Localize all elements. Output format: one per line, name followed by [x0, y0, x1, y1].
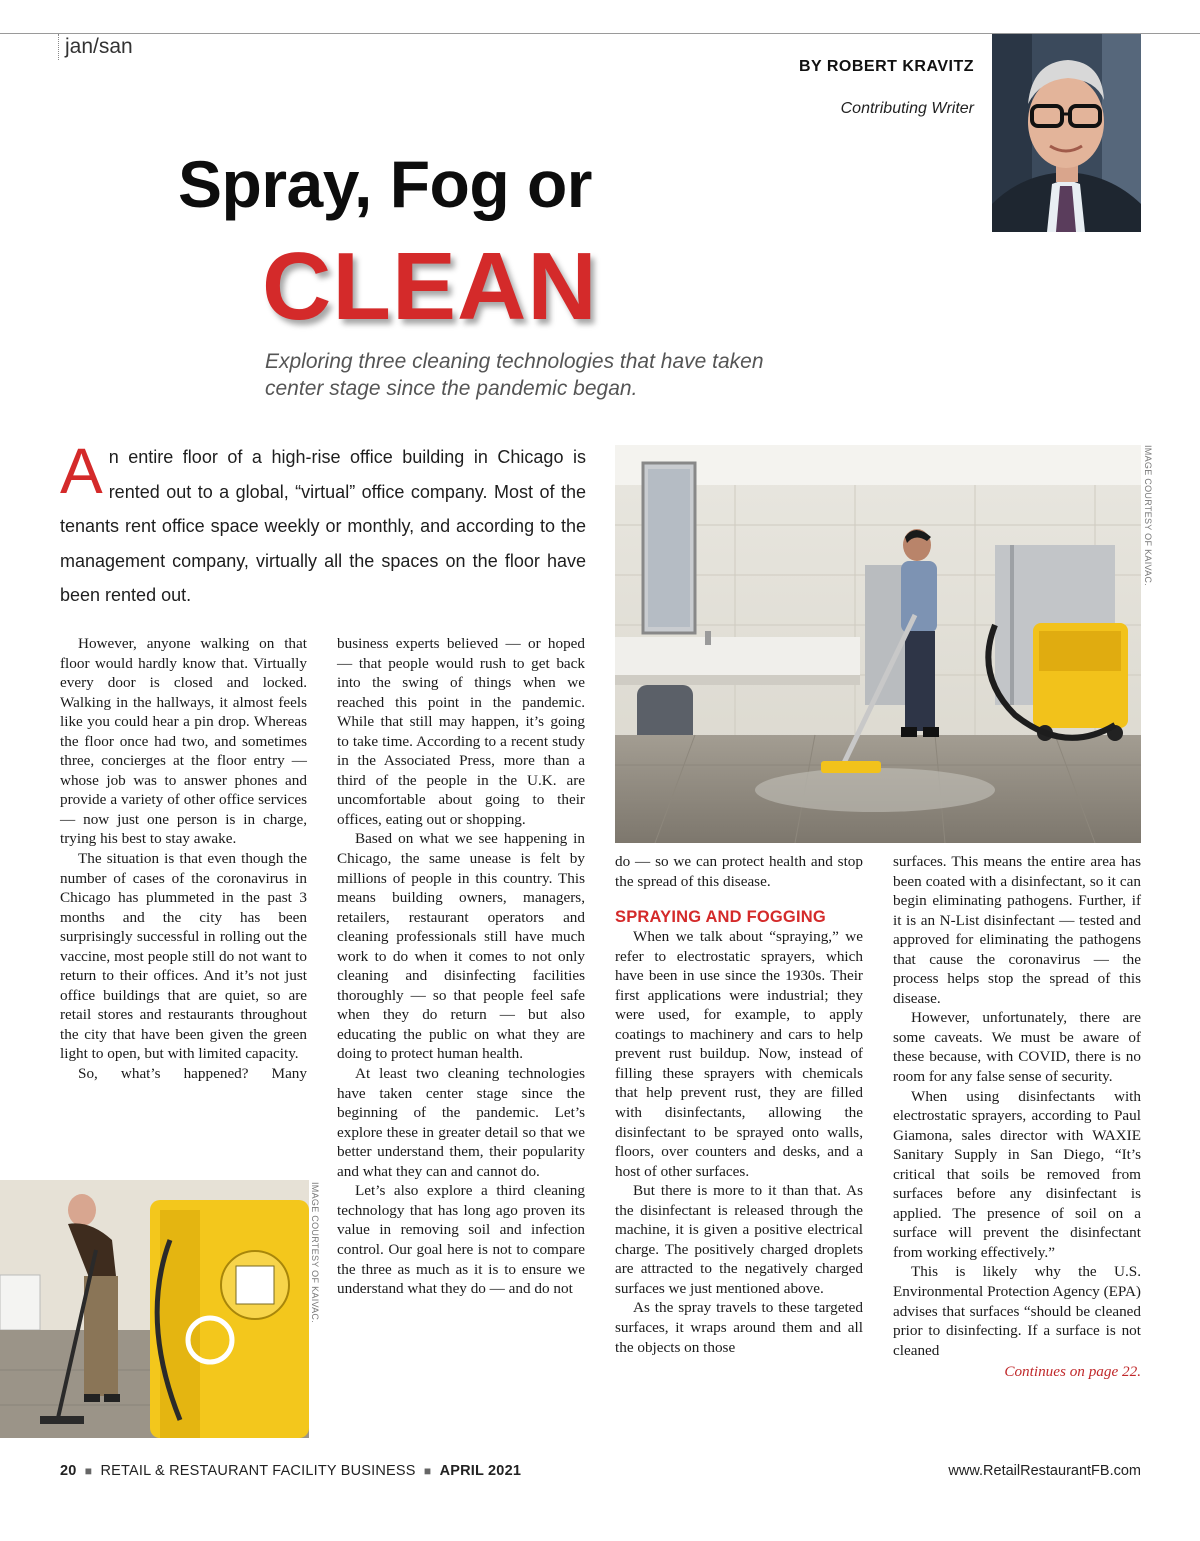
paragraph: business experts believed — or hoped — that people would rush to get back into the swing of things when we reached this point in the pandemic. While that still may happen, it’s going to take time. According to a recent study in the Associated Press, more than a third of the people in the U.K. are uncomfortable about going to their offices, eating out or shopping.: [337, 635, 585, 828]
author-portrait: [992, 34, 1141, 232]
website-link[interactable]: www.RetailRestaurantFB.com: [948, 1463, 1141, 1479]
paragraph: As the spray travels to these targeted surfaces, it wraps around them and all the objects on those: [615, 1299, 863, 1356]
body-column-1: [60, 634, 307, 1084]
paragraph: do — so we can protect health and stop the spread of this disease.: [615, 853, 863, 890]
lede-paragraph: [60, 435, 586, 613]
headline-line-1: Spray, Fog or: [178, 147, 592, 221]
issue-date: APRIL 2021: [439, 1463, 522, 1479]
drop-cap: A: [60, 435, 103, 507]
subhead-spraying-fogging: SPRAYING AND FOGGING: [615, 908, 826, 927]
lede-text: n entire floor of a high-rise office building in Chicago is rented out to a global, “virtual” office company. Most of the tenants rent office space weekly or monthly, and according to the management company, virtually all the spaces on the floor have been rented out.: [60, 447, 586, 605]
body-column-3: [615, 852, 863, 1357]
deck: Exploring three cleaning technologies that have taken center stage since the pandemic began.: [265, 350, 764, 400]
image-credit-main: IMAGE COURTESY OF KAIVAC.: [1143, 445, 1153, 587]
body-column-4: [893, 852, 1141, 1382]
separator-square-icon: ■: [84, 1464, 93, 1478]
paragraph: When we talk about “spraying,” we refer to electrostatic sprayers, which have been in use since the 1930s. Their first applications were industrial; they were used, for example, to apply coatings to machinery and cars to help prevent rust buildup. Now, instead of filling these sprayers with chemicals that help prevent rust, they are filled with disinfectants, allowing the disinfectant to be sprayed onto walls, floors, over counters and desks, and a host of other surfaces.: [615, 928, 863, 1180]
image-credit-small: IMAGE COURTESY OF KAIVAC.: [310, 1182, 320, 1324]
headline-line-2: CLEAN: [262, 233, 598, 340]
footer-folio: [60, 1463, 521, 1479]
paragraph: Based on what we see happening in Chicago, the same unease is felt by millions of people in this country. This means building owners, managers, retailers, restaurant operators and cleaning professionals still have much work to do when it comes to not only cleaning and disinfecting facilities thoroughly — so that people feel safe when they do return — but also educating the public on what they are doing to protect human health.: [337, 830, 585, 1063]
paragraph: However, anyone walking on that floor would hardly know that. Virtually every door is closed and locked. Walking in the hallways, it almost feels like you could hear a pin drop. Whereas the floor once had two, and sometimes three, concierges at the floor entry — whose job was to answer phones and provide a variety of other office services — now just one person is in charge, trying his best to stay awake.: [60, 635, 307, 848]
paragraph: This is likely why the U.S. Environmental Protection Agency (EPA) advises that surfaces “should be cleaned prior to disinfecting. If a surface is not cleaned: [893, 1263, 1141, 1359]
paragraph: surfaces. This means the entire area has been coated with a disinfectant, so it can begin eliminating pathogens. Further, if it is an N-List disinfectant — tested and approved for eliminating the pathogens that cause the coronavirus — the process helps stop the spread of this disease.: [893, 853, 1141, 1007]
paragraph: At least two cleaning technologies have taken center stage since the beginning of the pandemic. Let’s explore these in greater detail so that we better understand them, their popularity and what they can and cannot do.: [337, 1065, 585, 1180]
page-number: 20: [60, 1463, 77, 1479]
byline-role: Contributing Writer: [840, 100, 974, 117]
continues-jump-link[interactable]: Continues on page 22.: [1004, 1363, 1141, 1381]
section-tag: jan/san: [58, 34, 133, 60]
paragraph: When using disinfectants with electrostatic sprayers, according to Paul Giamona, sales director with WAXIE Sanitary Supply in San Diego, “It’s critical that soils be removed from surfaces before any disinfectant is applied. The presence of soil on a surface will prevent the disinfectant from working effectively.”: [893, 1087, 1141, 1261]
body-column-2: [337, 634, 585, 1299]
paragraph: Let’s also explore a third cleaning technology that has long ago proven its value in removing soil and infection control. Our goal here is not to compare the three as much as it is to ensure we understand what they do — and do not: [337, 1182, 585, 1298]
byline: BY ROBERT KRAVITZ: [798, 58, 974, 75]
paragraph: The situation is that even though the number of cases of the coronavirus in Chicago has plummeted in the past 3 months and the city has been surprisingly successful in rolling out the vaccine, most people still do not want to return to their offices. And it’s not just office buildings that are quiet, so are retail stores and restaurants throughout the city that have been given the green light to open, but with limited capacity.: [60, 850, 307, 1063]
paragraph: However, unfortunately, there are some caveats. We must be aware of these because, with COVID, there is no room for any false sense of security.: [893, 1009, 1141, 1086]
restroom-cleaning-photo: [615, 445, 1141, 843]
separator-square-icon: ■: [423, 1464, 432, 1478]
paragraph: But there is more to it than that. As the disinfectant is released through the machine, it is given a positive electrical charge. The positively charged droplets are attracted to the negatively charged surfaces we just mentioned above.: [615, 1182, 863, 1297]
carpet-cleaning-photo: [0, 1180, 309, 1438]
paragraph: So, what’s happened? Many: [78, 1065, 307, 1083]
publication-name: RETAIL & RESTAURANT FACILITY BUSINESS: [100, 1463, 416, 1479]
